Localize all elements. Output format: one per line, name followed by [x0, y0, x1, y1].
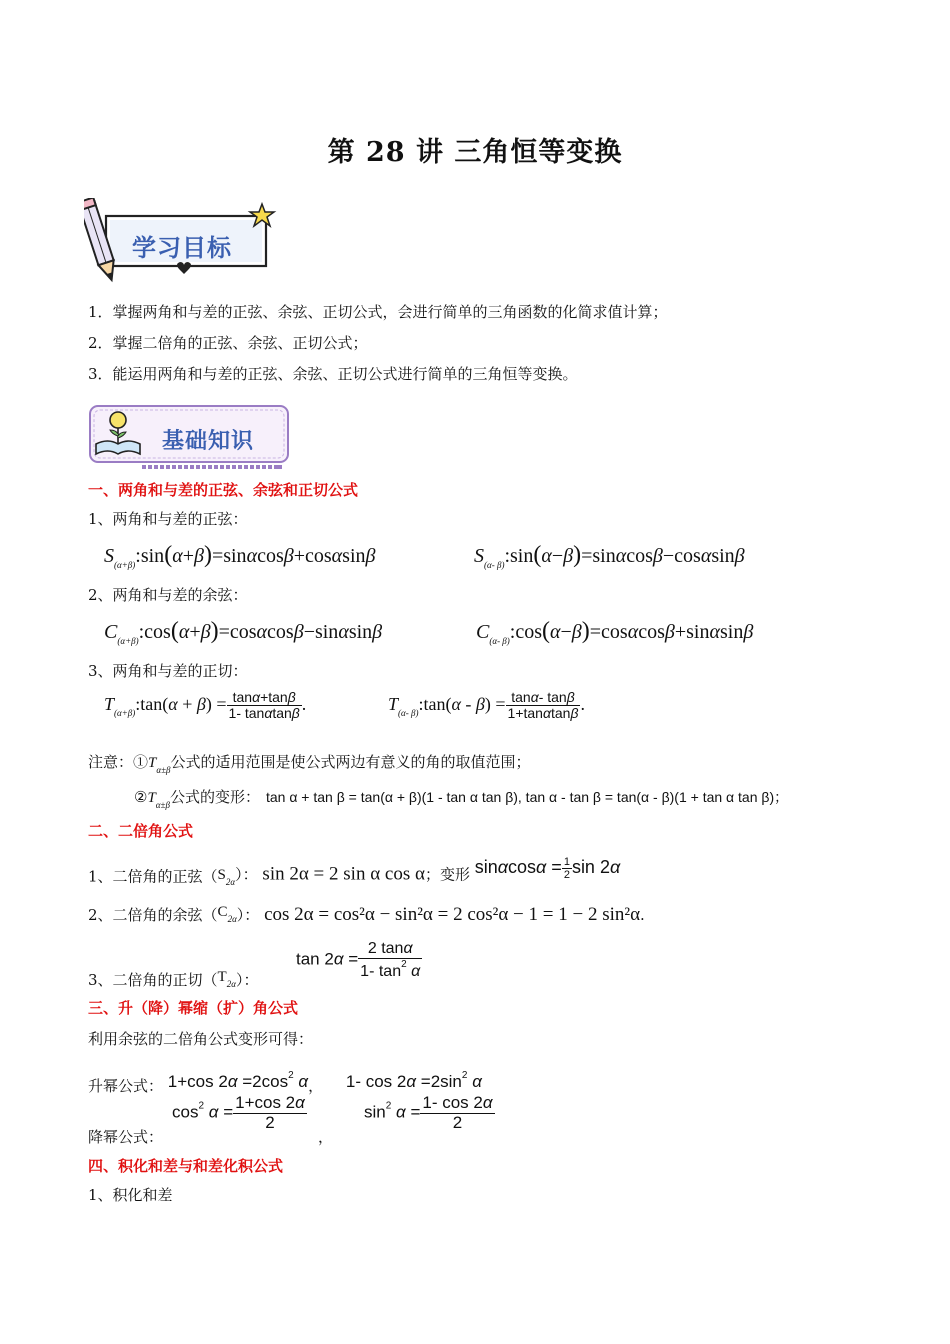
basics-badge-label: 基础知识	[162, 429, 255, 454]
sin-sum-formula: $S_{(\alpha+\beta)}:\sin(\alpha+\beta)=\sin\alpha\cos\beta+\cos\alpha\sin\beta$	[104, 542, 376, 570]
tan-double-row: 3、二倍角的正切$(T_{2\alpha})$：	[88, 969, 259, 989]
tan-variant-formula: tan α + tan β = tan(α + β)(1 - tan α tan β), tan α - tan β = tan(α - β)(1 + tan α tan β)；	[265, 789, 789, 805]
cos-sum-label: 2、两角和与差的余弦：	[88, 586, 248, 604]
tan-double-formula: tan 2α = $\frac{2 \tan\alpha}{1- \tan^2 \alpha}$	[296, 940, 421, 980]
sin-sum-label: 1、两角和与差的正弦：	[88, 510, 248, 528]
goal-2: 2．掌握二倍角的正弦、余弦、正切公式；	[88, 334, 368, 352]
cos-double-formula: cos 2α = cos²α − sin²α = 2 cos²α − 1 = 1 − 2 sin²α	[264, 904, 641, 925]
page-title: 第 28 讲 三角恒等变换	[327, 137, 623, 168]
tan-sum-formula: $T_{(\alpha+\beta)}:\tan(\alpha + \beta)$ = $\frac{\tan\alpha+\tan\beta}{1- \tan\alpha\tan\beta}$ .	[104, 689, 307, 722]
fall-power-label: 降幂公式：	[88, 1128, 164, 1146]
goals-badge	[84, 198, 284, 288]
section-4-heading: 四、积化和差与和差化积公式	[88, 1157, 284, 1175]
cos-double-row: 2、二倍角的余弦$(C_{2\alpha})$： cos 2α = cos²α − sin²α = 2 cos²α − 1 = 1 − 2 sin²α.	[88, 904, 645, 925]
goal-1: 1．掌握两角和与差的正弦、余弦、正切公式，会进行简单的三角函数的化简求值计算；	[88, 303, 668, 321]
sin-double-row: 1、二倍角的正弦$(S_{2\alpha})$： sin 2α = 2 sin α cos α；变形 sinαcosα = $\frac{1}{2}$ sin 2α	[88, 856, 621, 888]
section-2-heading: 二、二倍角公式	[88, 822, 194, 840]
sin-double-formula: sin 2α = 2 sin α cos α	[262, 863, 425, 885]
section-3-heading: 三、升（降）幂缩（扩）角公式	[88, 999, 299, 1017]
basics-badge	[86, 404, 296, 472]
sec4-item-1: 1、积化和差	[88, 1186, 173, 1204]
rise-power-row: 升幂公式： 1+cos $2\alpha =2\cos^2$ α， 1- $\cos 2\alpha =2\sin^2$ α	[88, 1070, 482, 1095]
fall-separator: ，	[318, 1128, 334, 1146]
goal-3: 3．能运用两角和与差的正弦、余弦、正切公式进行简单的三角恒等变换。	[88, 365, 578, 383]
note-1: 注意：$①T_{\alpha\pm\beta}$公式的适用范围是使公式两边有意义的角的取值范围；	[88, 753, 531, 775]
tan-diff-formula: $T_{(\alpha- \beta)}:\tan(\alpha - \beta)$ = $\frac{\tan\alpha- \tan\beta}{1+\tan\alpha\tan\beta}$ .	[388, 689, 585, 722]
cos-diff-formula: $C_{(\alpha- \beta)}:\cos(\alpha-\beta)=\cos\alpha\cos\beta+\sin\alpha\sin\beta$	[476, 618, 754, 646]
fall-formula-1: $\cos^2 \alpha$ = $\frac{1+\cos 2\alpha}{2}$	[172, 1093, 305, 1132]
section-1-heading: 一、两角和与差的正弦、余弦和正切公式	[88, 481, 359, 499]
sec3-intro: 利用余弦的二倍角公式变形可得：	[88, 1030, 314, 1048]
sin-diff-formula: $S_{(\alpha- \beta)}:\sin(\alpha-\beta)=\sin\alpha\cos\beta-\cos\alpha\sin\beta$	[474, 542, 745, 570]
rise-formula-2: 1- $\cos 2\alpha =2\sin^2$ α	[345, 1070, 482, 1091]
goals-badge-label: 学习目标	[132, 234, 232, 262]
rise-formula-1: 1+cos $2\alpha =2\cos^2$ α	[167, 1070, 309, 1091]
tan-sum-label: 3、两角和与差的正切：	[88, 662, 248, 680]
note-2: $②T_{\alpha\pm\beta}$公式的变形： tan α + tan β = tan(α + β)(1 - tan α tan β), tan α - tan β = tan(α - β)(1 + tan α tan β)；	[134, 788, 789, 810]
fall-formula-2: $\sin^2 \alpha$ = $\frac{1- \cos 2\alpha}{2}$	[364, 1093, 493, 1132]
cos-sum-formula: $C_{(\alpha+\beta)}:\cos(\alpha+\beta)=\cos\alpha\cos\beta-\sin\alpha\sin\beta$	[104, 618, 383, 646]
sin-double-variant: sinαcosα = $\frac{1}{2}$ sin 2α	[474, 856, 621, 882]
